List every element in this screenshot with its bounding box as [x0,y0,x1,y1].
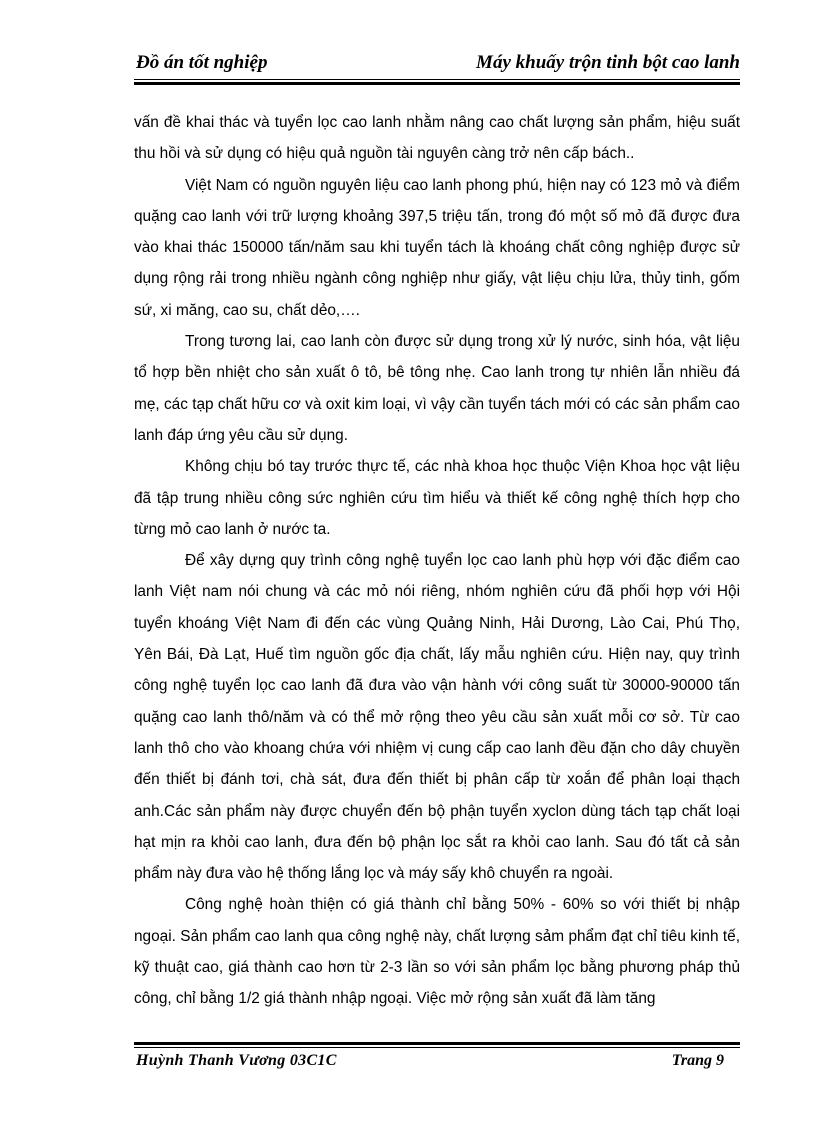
paragraph: Việt Nam có nguồn nguyên liệu cao lanh phong phú, hiện nay có 123 mỏ và điểm quặng cao lanh với trữ lượng khoảng 397,5 triệu tấn, trong đó một số mỏ đã được đưa vào khai thác 150000 tấn/năm sau khi tuyển tách là khoáng chất công nghiệp được sử dụng rộng rải trong nhiều ngành công nghiệp như giấy, vật liệu chịu lửa, thủy tinh, gốm sứ, xi măng, cao su, chất dẻo,…. [134,176,740,319]
footer-rule-thick [134,1042,740,1045]
paragraph-continuation: vấn đề khai thác và tuyển lọc cao lanh nhằm nâng cao chất lượng sản phẩm, hiệu suất thu hồi và sử dụng có hiệu quả nguồn tài nguyên càng trở nên cấp bách.. [134,114,740,163]
header-rule-thick [134,82,740,85]
paragraph: Trong tương lai, cao lanh còn được sử dụng trong xử lý nước, sinh hóa, vật liệu tổ hợp bền nhiệt cho sản xuất ô tô, bê tông nhẹ. Cao lanh trong tự nhiên lẫn nhiều đá mẹ, các tạp chất hữu cơ và oxit kim loại, vì vậy cần tuyển tách mới có các sản phẩm cao lanh đáp ứng yêu cầu sử dụng. [134,333,740,444]
paragraph: Công nghệ hoàn thiện có giá thành chỉ bằng 50% - 60% so với thiết bị nhập ngoại. Sản phẩm cao lanh qua công nghệ này, chất lượng sảm phẩm đạt chỉ tiêu kinh tế, kỹ thuật cao, giá thành cao hơn từ 2-3 lần so với sản phẩm lọc bằng phương pháp thủ công, chỉ bằng 1/2 giá thành nhập ngoại. Việc mở rộng sản xuất đã làm tăng [134,896,740,1008]
page-footer [134,1052,740,1076]
body-text [134,107,740,1015]
footer-author: Huỳnh Thanh Vương 03C1C [136,1052,337,1069]
header-rule-thin [134,79,740,80]
page-number: Trang 9 [671,1052,724,1069]
paragraph: Để xây dựng quy trình công nghệ tuyển lọc cao lanh phù hợp với đặc điểm cao lanh Việt nam nói chung và các mỏ nói riêng, nhóm nghiên cứu đã phối hợp với Hội tuyển khoáng Việt Nam đi đến các vùng Quảng Ninh, Hải Dương, Lào Cai, Phú Thọ, Yên Bái, Đà Lạt, Huế tìm nguồn gốc địa chất, lấy mẫu nghiên cứu. Hiện nay, quy trình công nghệ tuyển lọc cao lanh đã đưa vào vận hành với công suất từ 30000-90000 tấn quặng cao lanh thô/năm và có thể mở rộng theo yêu cầu sản xuất mỗi cơ sở. Từ cao lanh thô cho vào khoang chứa với nhiệm vị cung cấp cao lanh đều đặn cho dây chuyền đến thiết bị đánh tơi, chà sát, đưa đến thiết bị phân cấp từ xoắn để phân loại thạch anh.Các sản phẩm này được chuyển đến bộ phận tuyển xyclon dùng tách tạp chất loại hạt mịn ra khỏi cao lanh, đưa đến bộ phận lọc sắt ra khỏi cao lanh. Sau đó tất cả sản phẩm này đưa vào hệ thống lắng lọc và máy sấy khô chuyển ra ngoài. [134,552,740,883]
page-header [134,52,740,78]
header-project-title: Máy khuấy trộn tinh bột cao lanh [476,52,740,73]
header-document-type: Đồ án tốt nghiệp [136,52,268,73]
footer-rule-thin [134,1047,740,1048]
paragraph: Không chịu bó tay trước thực tế, các nhà khoa học thuộc Viện Khoa học vật liệu đã tập trung nhiều công sức nghiên cứu tìm hiểu và thiết kế công nghệ thích hợp cho từng mỏ cao lanh ở nước ta. [134,458,740,538]
